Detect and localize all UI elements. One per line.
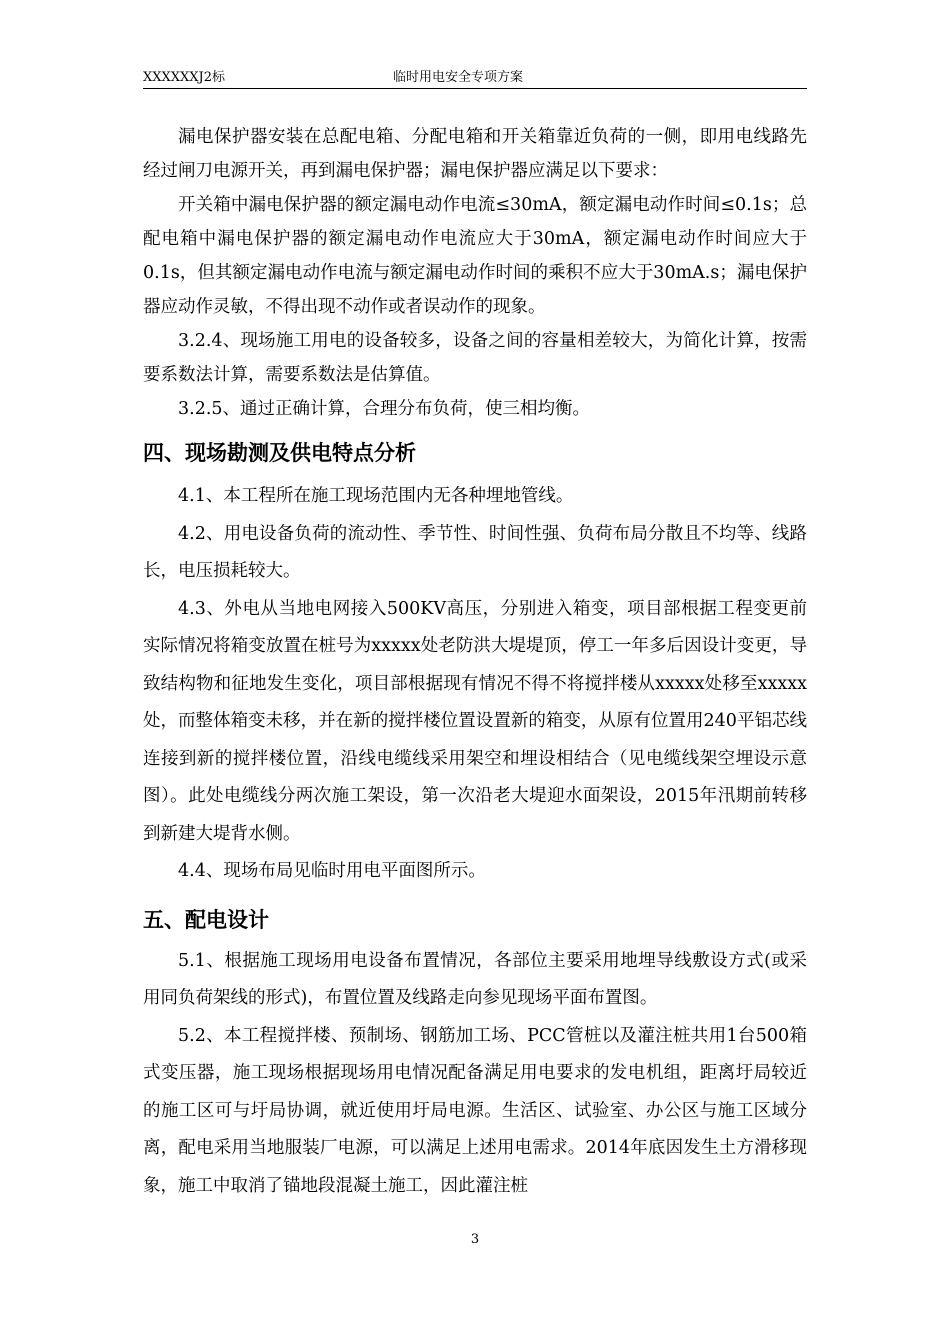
paragraph-leakage-protector-install: 漏电保护器安装在总配电箱、分配电箱和开关箱靠近负荷的一侧，即用电线路先经过闸刀电源开关，再到漏电保护器；漏电保护器应满足以下要求： xyxy=(143,127,807,181)
section-4-body xyxy=(143,478,807,891)
paragraph-4-1: 4.1、本工程所在施工现场范围内无各种埋地管线。 xyxy=(178,486,574,506)
section-3-continuation xyxy=(143,120,807,426)
section-5-body xyxy=(143,943,807,1206)
paragraph-5-2: 5.2、本工程搅拌楼、预制场、钢筋加工场、PCC管桩以及灌注桩共用1台500箱式变压器，施工现场根据现场用电情况配备满足用电要求的发电机组，距离圩局较近的施工区可与圩局协调，就近使用圩局电源。生活区、试验室、办公区与施工区域分离，配电采用当地服装厂电源，可以满足上述用电需求。2014年底因发生土方滑移现象，施工中取消了锚地段混凝土施工，因此灌注桩 xyxy=(143,1025,807,1196)
paragraph-5-1: 5.1、根据施工现场用电设备布置情况，各部位主要采用地埋导线敷设方式(或采用同负荷架线的形式)，布置位置及线路走向参见现场平面布置图。 xyxy=(143,950,807,1008)
header-project-code: XXXXXXJ2标 xyxy=(143,70,226,85)
section-5-heading: 五、配电设计 xyxy=(143,907,269,932)
page-header xyxy=(143,66,807,89)
paragraph-4-2: 4.2、用电设备负荷的流动性、季节性、时间性强、负荷布局分散且不均等、线路长，电压损耗较大。 xyxy=(143,523,807,581)
paragraph-3-2-5: 3.2.5、通过正确计算，合理分布负荷，使三相均衡。 xyxy=(178,399,591,419)
header-document-title: 临时用电安全专项方案 xyxy=(393,70,524,85)
page-body xyxy=(143,120,807,1205)
section-4-heading: 四、现场勘测及供电特点分析 xyxy=(143,441,416,465)
paragraph-4-4: 4.4、现场布局见临时用电平面图所示。 xyxy=(178,861,486,881)
paragraph-3-2-4: 3.2.4、现场施工用电的设备较多，设备之间的容量相差较大，为简化计算，按需要系数法计算，需要系数法是估算值。 xyxy=(143,331,807,385)
paragraph-leakage-protector-requirements: 开关箱中漏电保护器的额定漏电动作电流≤30mA，额定漏电动作时间≤0.1s；总配电箱中漏电保护器的额定漏电动作电流应大于30mA，额定漏电动作时间应大于0.1s，但其额定漏电动作电流与额定漏电动作时间的乘积不应大于30mA.s；漏电保护器应动作灵敏，不得出现不动作或者误动作的现象。 xyxy=(143,195,807,317)
page-number: 3 xyxy=(470,1232,480,1247)
paragraph-4-3: 4.3、外电从当地电网接入500KV高压，分别进入箱变，项目部根据工程变更前实际情况将箱变放置在桩号为xxxxx处老防洪大堤堤顶，停工一年多后因设计变更，导致结构物和征地发生变化，项目部根据现有情况不得不将搅拌楼从xxxxx处移至xxxxx处，而整体箱变未移，并在新的搅拌楼位置设置新的箱变，从原有位置用240平铝芯线连接到新的搅拌楼位置，沿线电缆线采用架空和埋设相结合（见电缆线架空埋设示意图）。此处电缆线分两次施工架设，第一次沿老大堤迎水面架设，2015年汛期前转移到新建大堤背水侧。 xyxy=(143,598,807,844)
